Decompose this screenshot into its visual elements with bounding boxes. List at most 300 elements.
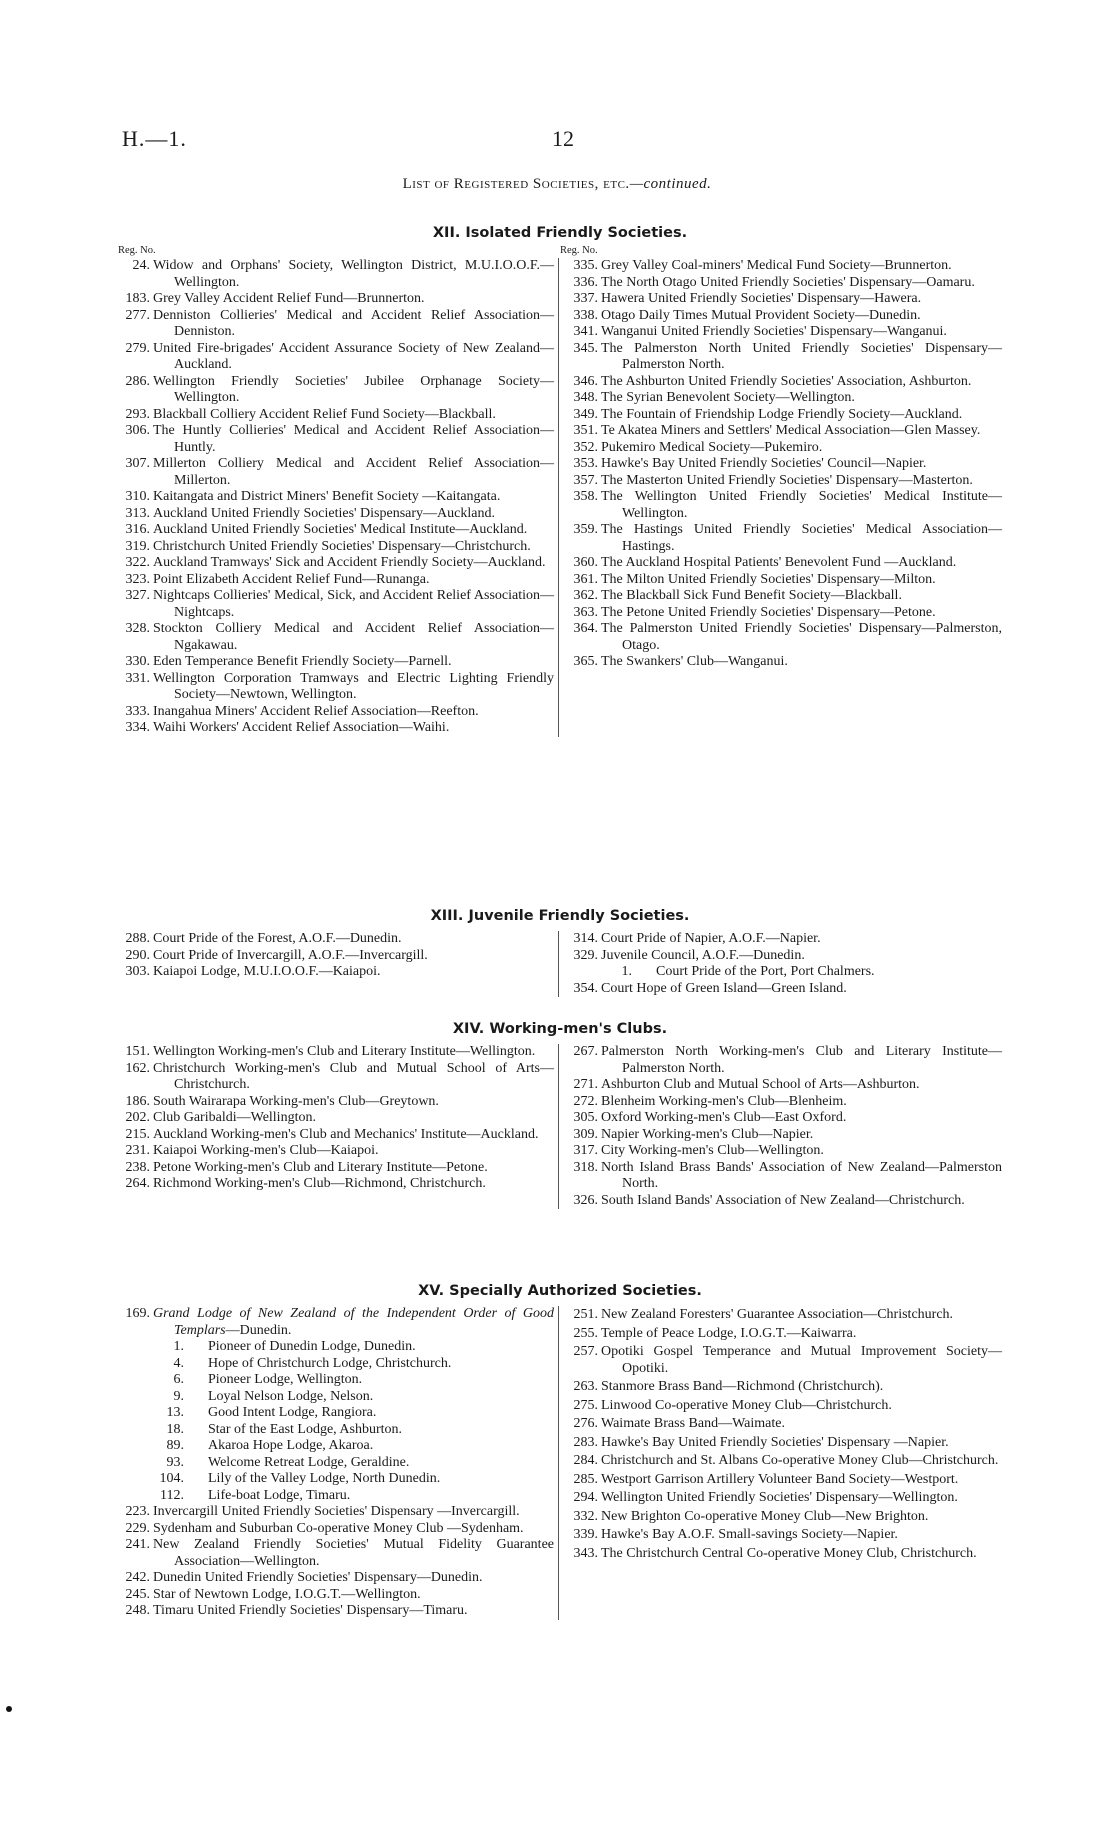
list-item (566, 605, 1002, 622)
society-name: Waimate Brass Band—Waimate. (601, 1416, 785, 1431)
list-item (566, 1110, 1002, 1127)
list-item (118, 1094, 554, 1111)
list-item (566, 621, 1002, 654)
reg-number: 349. (573, 406, 598, 422)
list-item (118, 1537, 554, 1570)
left-column (118, 931, 558, 997)
list-item (566, 374, 1002, 391)
list-item (118, 964, 554, 981)
list-item (118, 341, 554, 374)
list-item (118, 1176, 554, 1193)
society-name: The Wellington United Friendly Societies' Medical Institute—Wellington. (601, 489, 1002, 521)
society-name: Petone Working-men's Club and Literary Institute—Petone. (153, 1159, 488, 1175)
reg-no-label-left: Reg. No. (118, 245, 156, 256)
sub-list-item (118, 1488, 554, 1505)
list-item (118, 1127, 554, 1144)
society-name: Blenheim Working-men's Club—Blenheim. (601, 1093, 847, 1109)
list-item (118, 1143, 554, 1160)
reg-number: 285. (573, 1471, 598, 1487)
society-name: Timaru United Friendly Societies' Dispensary—Timaru. (153, 1603, 468, 1618)
society-name: Wellington Friendly Societies' Jubilee Orphanage Society—Wellington. (153, 373, 554, 405)
reg-number: 362. (573, 588, 598, 603)
reg-number: 326. (573, 1192, 598, 1208)
right-column (559, 258, 1002, 737)
reg-number: 359. (573, 522, 598, 537)
reg-number: 1. (173, 1339, 184, 1354)
reg-number: 353. (573, 456, 598, 471)
list-item (566, 1127, 1002, 1144)
list-item (118, 1603, 554, 1620)
list-item (566, 390, 1002, 407)
list-item (118, 258, 554, 291)
society-name: Hawke's Bay United Friendly Societies' Council—Napier. (601, 456, 927, 471)
list-item (566, 931, 1002, 948)
society-name: Stanmore Brass Band—Richmond (Christchurch). (601, 1379, 884, 1394)
reg-number: 345. (573, 340, 598, 356)
list-item (566, 1077, 1002, 1094)
reg-number: 93. (166, 1454, 184, 1470)
reg-number: 286. (125, 373, 150, 389)
list-item (566, 1435, 1002, 1452)
society-name: Auckland Working-men's Club and Mechanics' Institute—Auckland. (153, 1126, 539, 1142)
list-item (566, 555, 1002, 572)
list-item (118, 407, 554, 424)
sub-list-item (118, 1455, 554, 1472)
columns (118, 931, 1002, 997)
columns (118, 258, 1002, 737)
page-title (0, 176, 1114, 193)
sub-list-item (118, 1471, 554, 1488)
list-item (566, 308, 1002, 325)
reg-number: 293. (125, 406, 150, 422)
list-item (566, 588, 1002, 605)
society-name: Temple of Peace Lodge, I.O.G.T.—Kaiwarra. (601, 1325, 857, 1341)
reg-number: 330. (125, 654, 150, 669)
society-name: United Fire-brigades' Accident Assurance Society of New Zealand—Auckland. (153, 340, 554, 372)
reg-number: 358. (573, 489, 598, 504)
reg-number: 354. (573, 980, 598, 996)
society-name: The Christchurch Central Co-operative Money Club, Christchurch. (601, 1545, 977, 1561)
reg-number: 183. (125, 291, 150, 306)
reg-number: 238. (125, 1159, 150, 1175)
list-item (566, 456, 1002, 473)
reg-number: 319. (125, 538, 150, 554)
list-item (118, 1160, 554, 1177)
society-name: Auckland United Friendly Societies' Dispensary—Auckland. (153, 505, 495, 521)
reg-number: 365. (573, 654, 598, 669)
society-name: Kaitangata and District Miners' Benefit Society —Kaitangata. (153, 489, 501, 504)
reg-number: 104. (159, 1471, 184, 1486)
society-name: Loyal Nelson Lodge, Nelson. (208, 1388, 374, 1404)
sub-list-item (118, 1422, 554, 1439)
society-name: Hawera United Friendly Societies' Dispensary—Hawera. (601, 291, 922, 306)
society-name: Stockton Colliery Medical and Accident Relief Association—Ngakawau. (153, 621, 554, 653)
society-name: Welcome Retreat Lodge, Geraldine. (208, 1454, 410, 1470)
society-name: The Hastings United Friendly Societies' Medical Association—Hastings. (601, 522, 1002, 554)
society-name: Pukemiro Medical Society—Pukemiro. (601, 439, 823, 455)
reg-number: 272. (573, 1093, 598, 1109)
reg-number: 276. (573, 1416, 598, 1431)
society-name: Palmerston North Working-men's Club and Literary Institute—Palmerston North. (601, 1044, 1002, 1076)
list-item (118, 506, 554, 523)
society-name: Wanganui United Friendly Societies' Dispensary—Wanganui. (601, 324, 947, 339)
society-name: Otago Daily Times Mutual Provident Society—Dunedin. (601, 307, 921, 323)
society-name: Wellington Working-men's Club and Literary Institute—Wellington. (153, 1044, 536, 1059)
left-column (118, 1044, 558, 1209)
society-name: Star of Newtown Lodge, I.O.G.T.—Wellington. (153, 1586, 421, 1602)
society-name: Court Pride of Invercargill, A.O.F.—Invercargill. (153, 947, 428, 963)
list-item (118, 671, 554, 704)
reg-number: 231. (125, 1143, 150, 1158)
title-main: List of Registered Societies, etc. (402, 176, 630, 192)
society-name: The Ashburton United Friendly Societies' Association, Ashburton. (601, 373, 972, 389)
society-name: Widow and Orphans' Society, Wellington District, M.U.I.O.O.F.—Wellington. (153, 258, 554, 290)
society-name: Nightcaps Collieries' Medical, Sick, and Accident Relief Association—Nightcaps. (153, 588, 554, 620)
reg-number: 313. (125, 505, 150, 521)
list-item (566, 291, 1002, 308)
title-suffix: —continued. (629, 176, 712, 192)
society-name: The Petone United Friendly Societies' Dispensary—Petone. (601, 604, 936, 620)
society-name: Te Akatea Miners and Settlers' Medical Association—Glen Massey. (601, 423, 981, 438)
sub-list-item (118, 1339, 554, 1356)
society-name: Auckland United Friendly Societies' Medical Institute—Auckland. (153, 522, 528, 537)
society-name: Court Pride of the Forest, A.O.F.—Dunedin. (153, 931, 402, 946)
society-name: Grey Valley Coal-miners' Medical Fund Society—Brunnerton. (601, 258, 952, 273)
reg-number: 6. (173, 1372, 184, 1387)
reg-number: 186. (125, 1093, 150, 1109)
reg-number: 284. (573, 1453, 598, 1468)
sub-list-item (118, 1405, 554, 1422)
society-name: Dunedin United Friendly Societies' Dispensary—Dunedin. (153, 1570, 483, 1585)
reg-number: 351. (573, 423, 598, 438)
society-name: Kaiapoi Lodge, M.U.I.O.O.F.—Kaiapoi. (153, 964, 381, 979)
sub-list-item (118, 1389, 554, 1406)
reg-number: 112. (160, 1487, 184, 1503)
society-name-italic: Grand Lodge of New Zealand of the Independent Order of Good Templars (153, 1306, 554, 1338)
society-name: Lily of the Valley Lodge, North Dunedin. (208, 1471, 441, 1486)
reg-number: 277. (125, 307, 150, 323)
list-item (118, 423, 554, 456)
list-item (118, 572, 554, 589)
reg-number: 257. (573, 1344, 598, 1359)
reg-number: 310. (125, 489, 150, 504)
sub-list-item (118, 1356, 554, 1373)
society-name: Christchurch Working-men's Club and Mutual School of Arts—Christchurch. (153, 1060, 554, 1092)
society-name: Auckland Tramways' Sick and Accident Friendly Society—Auckland. (153, 555, 546, 570)
reg-number: 264. (125, 1176, 150, 1191)
reg-number: 9. (173, 1388, 184, 1404)
society-name: Sydenham and Suburban Co-operative Money Club —Sydenham. (153, 1520, 524, 1536)
reg-number: 223. (125, 1504, 150, 1519)
right-column (559, 1044, 1002, 1209)
reg-number: 202. (125, 1110, 150, 1125)
reg-number: 357. (573, 472, 598, 488)
reg-number: 332. (573, 1508, 598, 1524)
reg-number: 360. (573, 555, 598, 570)
society-name: Grey Valley Accident Relief Fund—Brunnerton. (153, 291, 425, 306)
society-name: Court Pride of the Port, Port Chalmers. (656, 964, 875, 979)
society-name: Wellington United Friendly Societies' Dispensary—Wellington. (601, 1490, 958, 1505)
reg-number: 245. (125, 1586, 150, 1602)
reg-number: 314. (573, 931, 598, 946)
society-name: The Swankers' Club—Wanganui. (601, 654, 788, 669)
society-name: The Masterton United Friendly Societies' Dispensary—Masterton. (601, 472, 973, 488)
list-item (566, 1416, 1002, 1433)
society-name: Westport Garrison Artillery Volunteer Band Society—Westport. (601, 1471, 959, 1487)
section-heading: XIII. Juvenile Friendly Societies. (430, 908, 690, 924)
list-item (566, 1527, 1002, 1544)
list-item (118, 291, 554, 308)
reg-number: 337. (573, 291, 598, 306)
reg-number: 336. (573, 274, 598, 290)
society-name: Hawke's Bay A.O.F. Small-savings Society—Napier. (601, 1527, 898, 1542)
list-item (118, 539, 554, 556)
document-reference: H.—1. (122, 126, 187, 151)
society-name: The Syrian Benevolent Society—Wellington. (601, 390, 855, 405)
society-name: Point Elizabeth Accident Relief Fund—Runanga. (153, 571, 430, 587)
list-item (566, 1379, 1002, 1396)
reg-number: 335. (573, 258, 598, 273)
list-item (118, 1061, 554, 1094)
society-name: The Huntly Collieries' Medical and Accident Relief Association—Huntly. (153, 423, 554, 455)
list-item (566, 473, 1002, 490)
reg-number: 89. (166, 1438, 184, 1453)
society-name: Pioneer of Dunedin Lodge, Dunedin. (208, 1339, 416, 1354)
section (118, 1018, 1002, 1209)
society-name: Good Intent Lodge, Rangiora. (208, 1405, 377, 1420)
list-item (118, 555, 554, 572)
list-item (566, 1546, 1002, 1563)
list-item (118, 308, 554, 341)
society-name: Hope of Christchurch Lodge, Christchurch. (208, 1355, 452, 1371)
society-name: Hawke's Bay United Friendly Societies' Dispensary —Napier. (601, 1434, 949, 1450)
society-name: Waihi Workers' Accident Relief Association—Waihi. (153, 720, 450, 735)
list-item (566, 572, 1002, 589)
right-column (559, 931, 1002, 997)
sub-list-item (118, 1372, 554, 1389)
reg-number: 4. (173, 1355, 184, 1371)
society-name: Akaroa Hope Lodge, Akaroa. (208, 1438, 374, 1453)
society-name: Linwood Co-operative Money Club—Christchurch. (601, 1397, 892, 1413)
reg-no-header-row (118, 244, 1002, 258)
society-name: Star of the East Lodge, Ashburton. (208, 1421, 403, 1437)
reg-number: 151. (125, 1044, 150, 1059)
section-heading: XV. Specially Authorized Societies. (418, 1283, 702, 1299)
reg-number: 309. (573, 1126, 598, 1142)
section (118, 222, 1002, 737)
society-name: Napier Working-men's Club—Napier. (601, 1126, 814, 1142)
reg-number: 333. (125, 703, 150, 719)
page-number: 12 (552, 126, 574, 151)
list-item (118, 374, 554, 407)
society-name: Millerton Colliery Medical and Accident Relief Association—Millerton. (153, 456, 554, 488)
society-name: Christchurch and St. Albans Co-operative Money Club—Christchurch. (601, 1453, 999, 1468)
society-name: Richmond Working-men's Club—Richmond, Christchurch. (153, 1176, 486, 1191)
right-column (559, 1306, 1002, 1620)
society-name: Blackball Colliery Accident Relief Fund Society—Blackball. (153, 406, 496, 422)
list-item (118, 588, 554, 621)
section-heading: XIV. Working-men's Clubs. (452, 1021, 668, 1037)
reg-number: 229. (125, 1520, 150, 1536)
list-item (566, 1398, 1002, 1415)
society-name: Opotiki Gospel Temperance and Mutual Improvement Society—Opotiki. (601, 1344, 1002, 1376)
list-item (566, 1509, 1002, 1526)
list-item (566, 258, 1002, 275)
society-name: The North Otago United Friendly Societies' Dispensary—Oamaru. (601, 274, 975, 290)
list-item (566, 341, 1002, 374)
society-name: New Zealand Friendly Societies' Mutual Fidelity Guarantee Association—Wellington. (153, 1537, 554, 1569)
reg-number: 169. (125, 1306, 150, 1321)
society-name: —Dunedin. (225, 1322, 292, 1338)
reg-number: 323. (125, 571, 150, 587)
reg-number: 303. (125, 964, 150, 979)
list-item (566, 275, 1002, 292)
list-item (118, 948, 554, 965)
reg-number: 341. (573, 324, 598, 339)
list-item (566, 981, 1002, 998)
list-item (118, 654, 554, 671)
reg-number: 306. (125, 423, 150, 438)
reg-number: 331. (125, 670, 150, 686)
reg-number: 338. (573, 307, 598, 323)
reg-number: 18. (166, 1421, 184, 1437)
reg-number: 271. (573, 1077, 598, 1092)
section (118, 1280, 1002, 1620)
society-name: Ashburton Club and Mutual School of Arts—Ashburton. (601, 1077, 920, 1092)
list-item (566, 1344, 1002, 1377)
reg-number: 329. (573, 947, 598, 963)
list-item (118, 1044, 554, 1061)
list-item (118, 456, 554, 489)
list-item (566, 489, 1002, 522)
reg-number: 316. (125, 522, 150, 537)
list-item (118, 621, 554, 654)
society-name: The Fountain of Friendship Lodge Friendly Society—Auckland. (601, 406, 963, 422)
list-item (566, 1326, 1002, 1343)
list-item (566, 1490, 1002, 1507)
reg-number: 352. (573, 439, 598, 455)
society-name: The Milton United Friendly Societies' Dispensary—Milton. (601, 571, 936, 587)
columns (118, 1044, 1002, 1209)
reg-number: 242. (125, 1570, 150, 1585)
reg-number: 290. (125, 947, 150, 963)
list-item (566, 1044, 1002, 1077)
list-item (118, 1504, 554, 1521)
society-name: The Blackball Sick Fund Benefit Society—Blackball. (601, 588, 902, 603)
list-item (566, 1193, 1002, 1210)
society-name: Invercargill United Friendly Societies' Dispensary —Invercargill. (153, 1504, 520, 1519)
society-name: North Island Brass Bands' Association of New Zealand—Palmerston North. (601, 1159, 1002, 1191)
society-name: Wellington Corporation Tramways and Electric Lighting Friendly Society—Newtown, Wellington. (153, 670, 554, 702)
reg-number: 363. (573, 604, 598, 620)
reg-number: 248. (125, 1603, 150, 1618)
list-item (118, 489, 554, 506)
list-item (566, 1472, 1002, 1489)
list-item (566, 440, 1002, 457)
reg-number: 215. (125, 1126, 150, 1142)
reg-number: 307. (125, 456, 150, 471)
society-name: New Brighton Co-operative Money Club—New Brighton. (601, 1508, 929, 1524)
section (118, 905, 1002, 997)
reg-number: 364. (573, 621, 598, 636)
society-name: Eden Temperance Benefit Friendly Society—Parnell. (153, 654, 452, 669)
society-name: Club Garibaldi—Wellington. (153, 1110, 316, 1125)
reg-number: 24. (132, 258, 150, 273)
society-name: South Wairarapa Working-men's Club—Greytown. (153, 1093, 439, 1109)
list-item (566, 1307, 1002, 1324)
list-item (566, 1160, 1002, 1193)
reg-number: 255. (573, 1325, 598, 1341)
list-item (118, 1306, 554, 1339)
reg-number: 263. (573, 1379, 598, 1394)
margin-dot (6, 1706, 12, 1712)
society-name: The Palmerston United Friendly Societies' Dispensary—Palmerston, Otago. (601, 621, 1002, 653)
reg-number: 13. (166, 1405, 184, 1420)
reg-number: 328. (125, 621, 150, 636)
list-item (118, 1110, 554, 1127)
reg-number: 361. (573, 571, 598, 587)
reg-number: 317. (573, 1143, 598, 1158)
list-item (118, 522, 554, 539)
society-name: City Working-men's Club—Wellington. (601, 1143, 824, 1158)
society-name: Life-boat Lodge, Timaru. (208, 1487, 351, 1503)
list-item (566, 407, 1002, 424)
list-item (566, 654, 1002, 671)
reg-number: 348. (573, 390, 598, 405)
reg-number: 322. (125, 555, 150, 570)
sub-list-item (566, 964, 1002, 981)
reg-number: 283. (573, 1434, 598, 1450)
list-item (566, 522, 1002, 555)
list-item (118, 720, 554, 737)
list-item (566, 1143, 1002, 1160)
reg-number: 288. (125, 931, 150, 946)
reg-number: 275. (573, 1397, 598, 1413)
reg-number: 294. (573, 1490, 598, 1505)
society-name: Inangahua Miners' Accident Relief Association—Reefton. (153, 703, 479, 719)
society-name: Oxford Working-men's Club—East Oxford. (601, 1110, 847, 1125)
reg-number: 318. (573, 1159, 598, 1175)
society-name: Christchurch United Friendly Societies' Dispensary—Christchurch. (153, 538, 531, 554)
reg-number: 343. (573, 1545, 598, 1561)
reg-number: 162. (125, 1060, 150, 1076)
society-name: New Zealand Foresters' Guarantee Association—Christchurch. (601, 1307, 954, 1322)
reg-number: 346. (573, 373, 598, 389)
list-item (118, 1521, 554, 1538)
reg-number: 1. (621, 964, 632, 979)
section-heading: XII. Isolated Friendly Societies. (432, 225, 688, 241)
reg-number: 305. (573, 1110, 598, 1125)
society-name: Court Pride of Napier, A.O.F.—Napier. (601, 931, 821, 946)
reg-number: 327. (125, 588, 150, 603)
list-item (566, 324, 1002, 341)
reg-number: 267. (573, 1044, 598, 1059)
list-item (118, 931, 554, 948)
list-item (566, 1453, 1002, 1470)
reg-number: 241. (125, 1537, 150, 1552)
left-column (118, 1306, 558, 1620)
left-column (118, 258, 558, 737)
society-name: South Island Bands' Association of New Zealand—Christchurch. (601, 1192, 965, 1208)
society-name: The Auckland Hospital Patients' Benevolent Fund —Auckland. (601, 555, 957, 570)
list-item (118, 704, 554, 721)
columns (118, 1306, 1002, 1620)
society-name: Court Hope of Green Island—Green Island. (601, 980, 847, 996)
society-name: Kaiapoi Working-men's Club—Kaiapoi. (153, 1143, 379, 1158)
reg-number: 279. (125, 340, 150, 356)
society-name: The Palmerston North United Friendly Societies' Dispensary—Palmerston North. (601, 340, 1002, 372)
list-item (566, 423, 1002, 440)
